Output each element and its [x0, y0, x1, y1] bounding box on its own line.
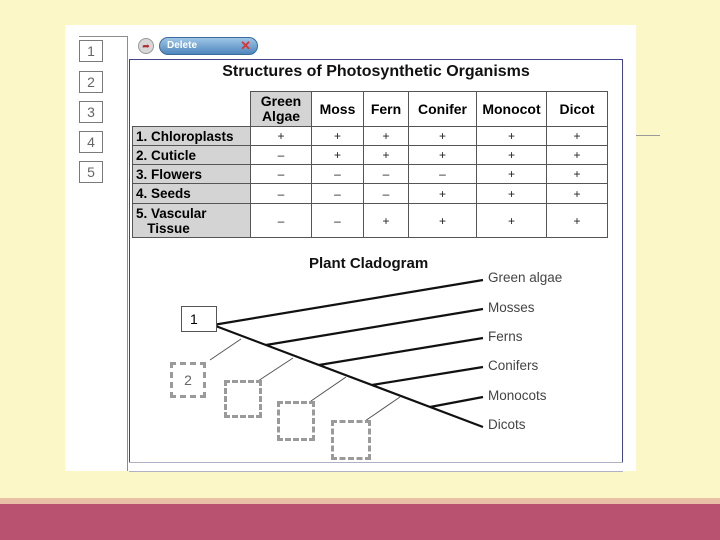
- table-cell: –: [251, 204, 312, 238]
- table-cell: +: [477, 165, 547, 184]
- table-cell: –: [409, 165, 477, 184]
- answer-box-4[interactable]: [277, 401, 315, 441]
- row-label-line: 5. Vascular: [136, 205, 207, 221]
- table-cell: +: [547, 184, 608, 204]
- row-label-line: Tissue: [147, 220, 190, 236]
- taxon-label: Mosses: [488, 300, 535, 315]
- table-cell: +: [409, 204, 477, 238]
- taxon-label: Ferns: [488, 329, 523, 344]
- question-button-2[interactable]: 2: [79, 71, 103, 93]
- row-label: 4. Seeds: [133, 184, 251, 204]
- row-label: 3. Flowers: [133, 165, 251, 184]
- table-cell: +: [364, 127, 409, 146]
- branch-ferns: [319, 338, 483, 365]
- answer-box-5[interactable]: [331, 420, 371, 460]
- trait-marker-line: [311, 377, 346, 401]
- branch-mosses: [266, 309, 483, 345]
- cladogram-title: Plant Cladogram: [309, 255, 429, 272]
- table-cell: –: [251, 184, 312, 204]
- table-cell: –: [312, 184, 364, 204]
- table-cell: +: [312, 146, 364, 165]
- table-cell: +: [364, 204, 409, 238]
- row-label: 2. Cuticle: [133, 146, 251, 165]
- table-cell: +: [251, 127, 312, 146]
- row-label: 1. Chloroplasts: [133, 127, 251, 146]
- question-button-1[interactable]: 1: [79, 40, 103, 62]
- table-cell: +: [477, 204, 547, 238]
- table-cell: –: [251, 146, 312, 165]
- column-header: Moss: [312, 92, 364, 127]
- trait-marker-line: [258, 358, 293, 381]
- column-header: Monocot: [477, 92, 547, 127]
- column-header: Fern: [364, 92, 409, 127]
- trait-marker-line: [365, 397, 400, 421]
- branch-monocots: [430, 397, 483, 407]
- column-header-line: Algae: [261, 108, 301, 124]
- table-cell: +: [409, 184, 477, 204]
- column-header: Dicot: [547, 92, 608, 127]
- back-arrow-icon[interactable]: ➦: [138, 38, 154, 54]
- taxon-label: Green algae: [488, 270, 563, 285]
- table-cell: +: [477, 127, 547, 146]
- table-title: Structures of Photosynthetic Organisms: [222, 63, 530, 80]
- table-cell: +: [547, 127, 608, 146]
- trait-marker-line: [210, 339, 241, 360]
- table-cell: –: [364, 165, 409, 184]
- taxon-label: Monocots: [488, 388, 547, 403]
- table-cell: +: [409, 146, 477, 165]
- answer-box-2[interactable]: 2: [170, 362, 206, 398]
- answer-box-3[interactable]: [224, 380, 262, 418]
- table-cell: +: [312, 127, 364, 146]
- column-header: Conifer: [409, 92, 477, 127]
- table-cell: +: [547, 146, 608, 165]
- table-cell: +: [477, 146, 547, 165]
- table-cell: +: [547, 204, 608, 238]
- answer-box-1[interactable]: 1: [181, 306, 217, 332]
- branch-conifers: [372, 367, 483, 385]
- table-cell: –: [312, 165, 364, 184]
- column-header-line: Green: [260, 93, 302, 109]
- question-button-3[interactable]: 3: [79, 101, 103, 123]
- question-button-4[interactable]: 4: [79, 131, 103, 153]
- table-cell: +: [409, 127, 477, 146]
- table-cell: +: [364, 146, 409, 165]
- delete-label: Delete: [167, 40, 198, 51]
- table-cell: –: [312, 204, 364, 238]
- table-cell: –: [251, 165, 312, 184]
- taxon-label: Dicots: [488, 417, 526, 432]
- table-cell: +: [547, 165, 608, 184]
- close-x-icon: ✕: [240, 38, 251, 53]
- question-button-5[interactable]: 5: [79, 161, 103, 183]
- branch-green-algae: [213, 280, 483, 325]
- table-cell: +: [477, 184, 547, 204]
- table-cell: –: [364, 184, 409, 204]
- taxon-label: Conifers: [488, 358, 539, 373]
